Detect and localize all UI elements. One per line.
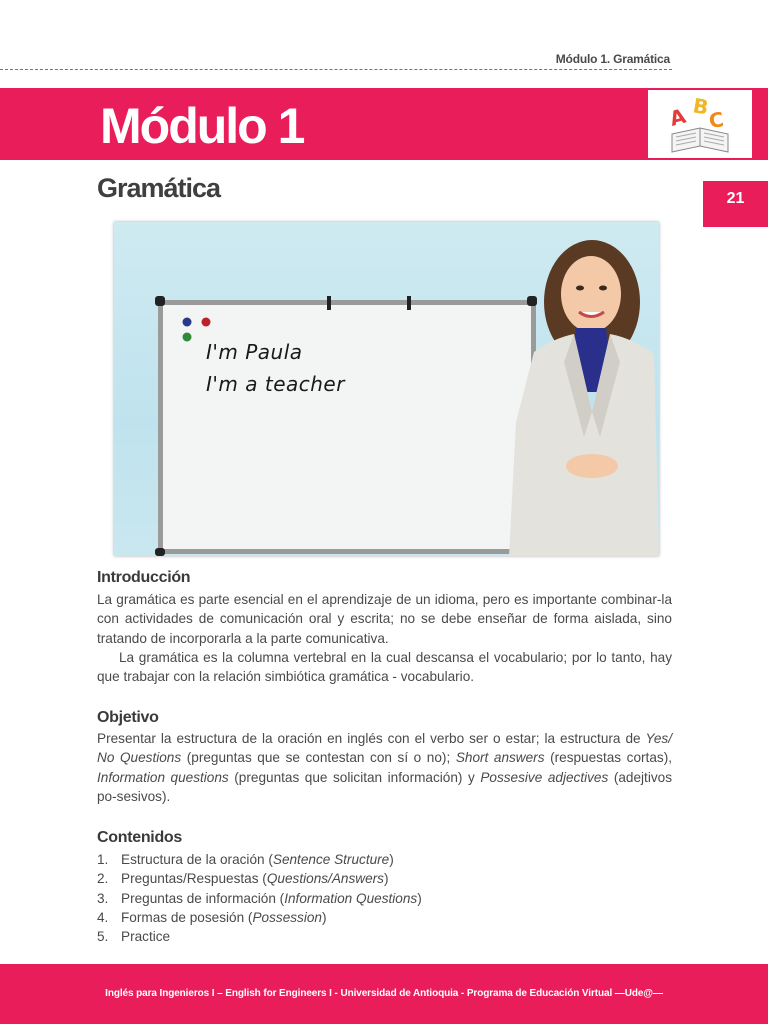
objective-emph-1: Yes/ No Questions [97,731,672,766]
svg-text:A: A [667,103,689,131]
whiteboard-line-2: I'm a teacher [206,372,345,396]
svg-text:B: B [691,93,711,120]
objective-text-2: (preguntas que se contestan con sí o no); [181,750,456,766]
objective-heading: Objetivo [97,709,159,726]
list-item: 1. Estructura de la oración (Sentence Structure) [97,852,394,867]
objective-text-4: (preguntas que solicitan información) y [228,769,481,785]
list-item: 4. Formas de posesión (Possession) [97,909,327,925]
intro-heading: Introducción [97,569,191,586]
whiteboard-line-1: I'm Paula [206,340,303,364]
objective-text-5: (adejtivos po-sesivos). [97,769,672,804]
intro-p1-text: La gramática es parte esencial en el aprendizaje de un idioma, pero es importante combinar-la con actividades de comunicación oral y escrita; no se debe enseñar de forma aislada, sino tratando de incorporarla a la parte comunicativa. [97,592,672,646]
module-title: Módulo 1 [100,98,304,154]
intro-p2-text: La gramática es la columna vertebral en la cual descansa el vocabulario; por lo tanto, hay que trabajar con la relación simbiótica gramática - vocabulario. [97,650,672,685]
objective-paragraph [97,729,672,806]
objective-text-1: Presentar la estructura de la oración en inglés con el verbo ser o estar; la estructura de [97,731,646,746]
list-item: 2. Preguntas/Respuestas (Questions/Answers) [97,871,389,887]
intro-paragraph-2 [97,648,672,687]
list-item: 5. Practice [97,929,171,945]
list-item: 3. Preguntas de información (Information Questions) [97,890,422,906]
objective-text-3: (respuestas cortas), [544,750,672,766]
contents-list [97,850,422,946]
abc-book-icon [646,88,754,160]
footer-text: Inglés para Ingenieros I – English for Engineers I - Universidad de Antioquia - Programa de Educación Virtual —Ude@— [105,988,663,999]
teacher-whiteboard-photo [114,222,659,556]
objective-emph-2: Short answers [455,750,545,766]
running-header: Módulo 1. Gramática [555,52,670,66]
svg-text:C: C [707,107,726,133]
section-title: Gramática [97,173,221,203]
intro-paragraph-1 [97,590,672,648]
contents-heading: Contenidos [97,829,182,846]
objective-emph-4: Possesive adjectives [480,769,609,785]
header-divider [0,69,672,70]
page-number: 21 [703,181,768,227]
objective-emph-3: Information questions [97,769,229,785]
